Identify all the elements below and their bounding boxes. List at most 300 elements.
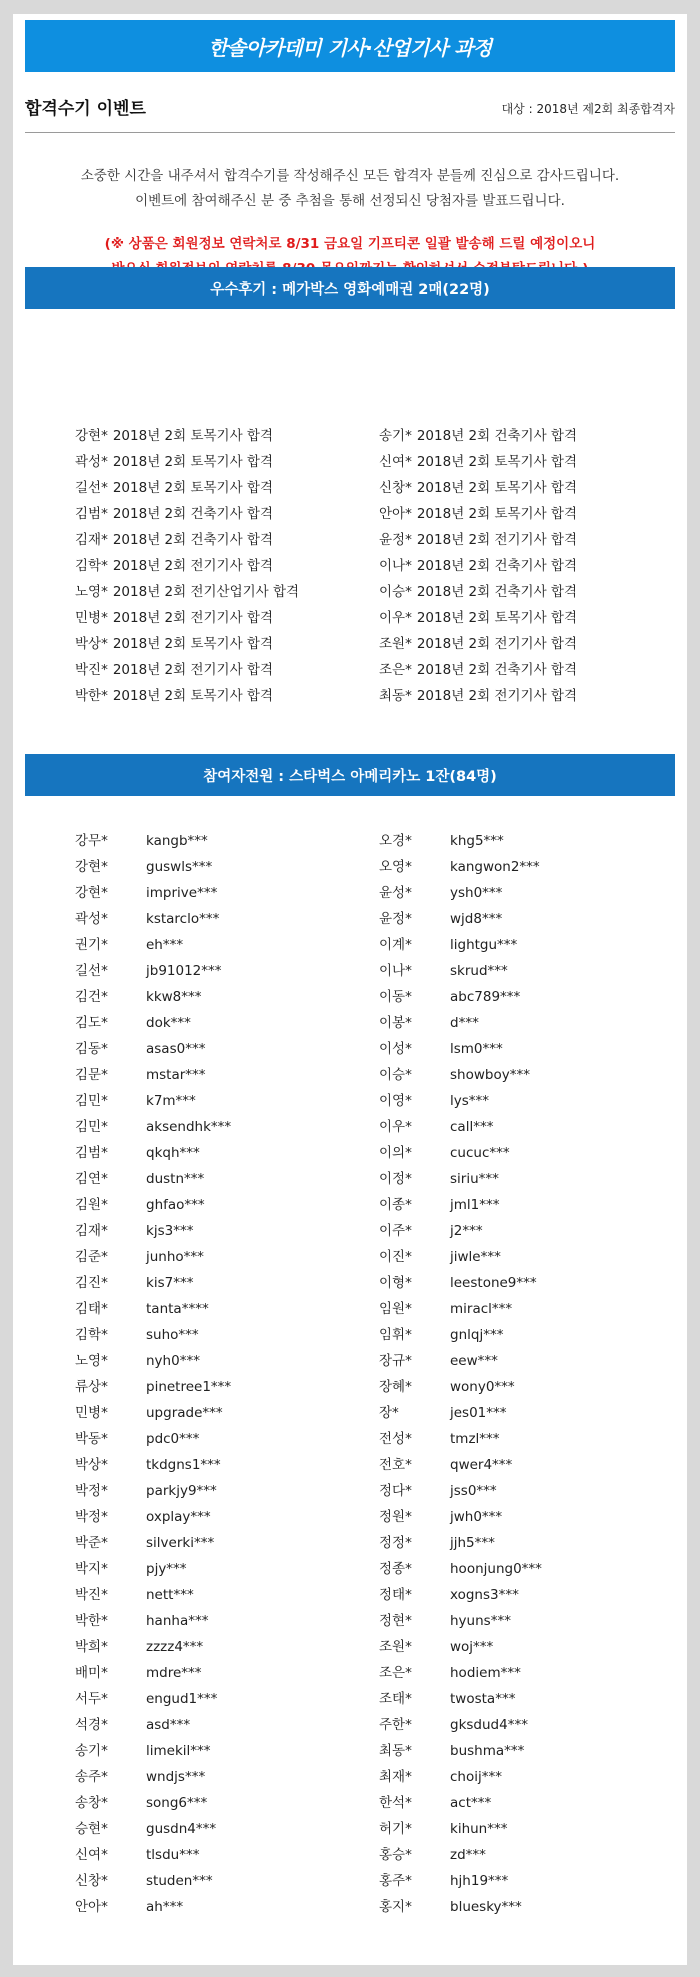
- participant-name: 조원*: [379, 1639, 412, 1655]
- participant-id: upgrade***: [146, 1405, 223, 1421]
- participant-row: [379, 1452, 669, 1478]
- winner-name: 이나*: [379, 558, 412, 574]
- winner-name: 이승*: [379, 584, 412, 600]
- participant-id: kstarclo***: [146, 911, 220, 927]
- participant-id: tkdgns1***: [146, 1457, 221, 1473]
- winner-result: 2018년 2회 건축기사 합격: [112, 532, 273, 548]
- participant-name: 김학*: [75, 1327, 108, 1343]
- participant-name: 주한*: [379, 1717, 412, 1733]
- winner-name: 이우*: [379, 610, 412, 626]
- participant-row: [379, 1322, 669, 1348]
- participant-name: 노영*: [75, 1353, 108, 1369]
- winner-row: [75, 553, 365, 579]
- participant-id: jes01***: [450, 1405, 507, 1421]
- participant-name: 임원*: [379, 1301, 412, 1317]
- participant-name: 박정*: [75, 1483, 108, 1499]
- participant-row: [379, 1218, 669, 1244]
- winner-result: 2018년 2회 토목기사 합격: [416, 610, 577, 626]
- winner-row: [379, 553, 669, 579]
- participant-id: qwer4***: [450, 1457, 513, 1473]
- participant-name: 강현*: [75, 885, 108, 901]
- participant-name: 김문*: [75, 1067, 108, 1083]
- participant-id: ysh0***: [450, 885, 503, 901]
- participant-row: [75, 1842, 365, 1868]
- participant-row: [379, 1192, 669, 1218]
- winner-row: [379, 527, 669, 553]
- participant-row: [379, 1712, 669, 1738]
- winner-row: [75, 657, 365, 683]
- participant-row: [75, 1374, 365, 1400]
- participant-row: [75, 958, 365, 984]
- participants-section-title: 참여자전원 : 스타벅스 아메리카노 1잔(84명): [203, 768, 497, 785]
- course-banner-title: 한솔아카데미 기사·산업기사 과정: [208, 35, 492, 60]
- winners-section-title: 우수후기 : 메가박스 영화예매권 2매(22명): [210, 281, 490, 298]
- participant-id: ah***: [146, 1899, 184, 1915]
- participant-row: [379, 1140, 669, 1166]
- participant-row: [379, 958, 669, 984]
- participant-id: song6***: [146, 1795, 208, 1811]
- participant-row: [75, 1868, 365, 1894]
- winner-row: [379, 631, 669, 657]
- winner-name: 노영*: [75, 584, 108, 600]
- participant-row: [379, 880, 669, 906]
- participant-name: 정현*: [379, 1613, 412, 1629]
- participant-name: 이정*: [379, 1171, 412, 1187]
- participant-name: 홍주*: [379, 1873, 412, 1889]
- participant-id: wony0***: [450, 1379, 515, 1395]
- participant-row: [75, 906, 365, 932]
- winner-name: 김재*: [75, 532, 108, 548]
- participant-row: [75, 854, 365, 880]
- winner-row: [75, 423, 365, 449]
- winners-list-left: [75, 423, 365, 709]
- winner-name: 강현*: [75, 428, 108, 444]
- participant-id: abc789***: [450, 989, 521, 1005]
- participant-row: [379, 828, 669, 854]
- participant-id: tanta****: [146, 1301, 209, 1317]
- participant-name: 오영*: [379, 859, 412, 875]
- participant-name: 강무*: [75, 833, 108, 849]
- participant-row: [379, 1244, 669, 1270]
- participant-id: bluesky***: [450, 1899, 522, 1915]
- participant-row: [75, 1010, 365, 1036]
- participant-name: 길선*: [75, 963, 108, 979]
- winner-result: 2018년 2회 건축기사 합격: [416, 558, 577, 574]
- participant-name: 이봉*: [379, 1015, 412, 1031]
- participant-name: 정다*: [379, 1483, 412, 1499]
- participant-id: jjh5***: [450, 1535, 495, 1551]
- participant-row: [379, 1556, 669, 1582]
- participant-name: 윤성*: [379, 885, 412, 901]
- participant-id: kangb***: [146, 833, 208, 849]
- participant-id: zzzz4***: [146, 1639, 204, 1655]
- participant-row: [75, 880, 365, 906]
- winner-row: [75, 683, 365, 709]
- participant-row: [379, 1868, 669, 1894]
- participant-id: wndjs***: [146, 1769, 206, 1785]
- winner-row: [75, 605, 365, 631]
- participant-row: [75, 1218, 365, 1244]
- winner-name: 민병*: [75, 610, 108, 626]
- notice-line: (※ 상품은 회원정보 연락처로 8/31 금요일 기프티콘 일괄 발송해 드릴 예정이오니: [104, 236, 596, 252]
- participant-name: 안아*: [75, 1899, 108, 1915]
- participant-id: miracl***: [450, 1301, 513, 1317]
- participants-list-right: [379, 828, 669, 1920]
- winner-row: [75, 527, 365, 553]
- participant-id: asas0***: [146, 1041, 206, 1057]
- participant-id: act***: [450, 1795, 492, 1811]
- participant-row: [379, 1114, 669, 1140]
- participant-row: [379, 1270, 669, 1296]
- participant-id: dok***: [146, 1015, 191, 1031]
- participant-row: [75, 1556, 365, 1582]
- participant-row: [75, 1894, 365, 1920]
- participant-name: 이동*: [379, 989, 412, 1005]
- participant-name: 정원*: [379, 1509, 412, 1525]
- participant-id: skrud***: [450, 963, 508, 979]
- participant-name: 박한*: [75, 1613, 108, 1629]
- participant-id: guswls***: [146, 859, 213, 875]
- winner-result: 2018년 2회 전기산업기사 합격: [112, 584, 300, 600]
- participant-name: 김범*: [75, 1145, 108, 1161]
- intro-line: 이벤트에 참여해주신 분 중 추첨을 통해 선정되신 당첨자를 발표드립니다.: [135, 193, 565, 209]
- winner-result: 2018년 2회 토목기사 합격: [112, 454, 273, 470]
- participant-name: 송창*: [75, 1795, 108, 1811]
- winner-name: 최동*: [379, 688, 412, 704]
- participant-id: choij***: [450, 1769, 502, 1785]
- participant-name: 민병*: [75, 1405, 108, 1421]
- participant-name: 박희*: [75, 1639, 108, 1655]
- participant-id: hyuns***: [450, 1613, 511, 1629]
- participant-id: lightgu***: [450, 937, 518, 953]
- participant-id: gnlqj***: [450, 1327, 504, 1343]
- participant-id: oxplay***: [146, 1509, 211, 1525]
- winner-name: 박진*: [75, 662, 108, 678]
- participant-id: k7m***: [146, 1093, 196, 1109]
- participant-name: 박정*: [75, 1509, 108, 1525]
- participant-name: 권기*: [75, 937, 108, 953]
- participant-name: 석경*: [75, 1717, 108, 1733]
- winners-list-right: [379, 423, 669, 709]
- participant-id: silverki***: [146, 1535, 215, 1551]
- participant-id: siriu***: [450, 1171, 499, 1187]
- participant-id: leestone9***: [450, 1275, 537, 1291]
- participant-id: hoonjung0***: [450, 1561, 542, 1577]
- participant-name: 박상*: [75, 1457, 108, 1473]
- winner-result: 2018년 2회 전기기사 합격: [112, 610, 273, 626]
- participant-row: [75, 1426, 365, 1452]
- participant-row: [75, 1582, 365, 1608]
- participant-name: 이성*: [379, 1041, 412, 1057]
- participant-row: [75, 1634, 365, 1660]
- winner-result: 2018년 2회 토목기사 합격: [112, 688, 273, 704]
- winner-row: [379, 501, 669, 527]
- participant-id: lys***: [450, 1093, 490, 1109]
- winner-row: [75, 449, 365, 475]
- participant-name: 김진*: [75, 1275, 108, 1291]
- participant-id: khg5***: [450, 833, 504, 849]
- winner-name: 송기*: [379, 428, 412, 444]
- participant-row: [75, 1244, 365, 1270]
- winner-name: 신창*: [379, 480, 412, 496]
- participant-id: wjd8***: [450, 911, 503, 927]
- participant-id: kangwon2***: [450, 859, 540, 875]
- participant-name: 승현*: [75, 1821, 108, 1837]
- participant-id: jwh0***: [450, 1509, 503, 1525]
- participant-id: tlsdu***: [146, 1847, 200, 1863]
- winner-result: 2018년 2회 토목기사 합격: [416, 480, 577, 496]
- participant-name: 전성*: [379, 1431, 412, 1447]
- participant-name: 김원*: [75, 1197, 108, 1213]
- participant-row: [75, 1270, 365, 1296]
- participant-name: 최동*: [379, 1743, 412, 1759]
- participant-id: asd***: [146, 1717, 191, 1733]
- participant-row: [379, 1062, 669, 1088]
- winner-row: [379, 657, 669, 683]
- intro-line: 소중한 시간을 내주셔서 합격수기를 작성해주신 모든 합격자 분들께 진심으로 감사드립니다.: [80, 168, 620, 184]
- participant-row: [379, 906, 669, 932]
- participant-name: 서두*: [75, 1691, 108, 1707]
- participant-id: showboy***: [450, 1067, 530, 1083]
- participant-id: d***: [450, 1015, 479, 1031]
- participant-name: 이승*: [379, 1067, 412, 1083]
- participant-name: 임휘*: [379, 1327, 412, 1343]
- winner-name: 안아*: [379, 506, 412, 522]
- participant-id: kjs3***: [146, 1223, 194, 1239]
- participant-row: [75, 1816, 365, 1842]
- participant-name: 배미*: [75, 1665, 108, 1681]
- participant-name: 송주*: [75, 1769, 108, 1785]
- winner-name: 길선*: [75, 480, 108, 496]
- participant-id: call***: [450, 1119, 494, 1135]
- participant-row: [75, 1738, 365, 1764]
- participant-row: [379, 1166, 669, 1192]
- participant-row: [75, 984, 365, 1010]
- participant-row: [75, 1166, 365, 1192]
- participant-row: [75, 1790, 365, 1816]
- participant-id: nyh0***: [146, 1353, 200, 1369]
- participant-id: hjh19***: [450, 1873, 509, 1889]
- participant-name: 강현*: [75, 859, 108, 875]
- participant-name: 김건*: [75, 989, 108, 1005]
- participant-name: 류상*: [75, 1379, 108, 1395]
- participant-row: [379, 1686, 669, 1712]
- participant-id: eh***: [146, 937, 184, 953]
- participant-row: [379, 1374, 669, 1400]
- participant-row: [75, 1062, 365, 1088]
- participant-name: 김연*: [75, 1171, 108, 1187]
- participant-name: 박진*: [75, 1587, 108, 1603]
- participant-row: [75, 1712, 365, 1738]
- participant-id: mstar***: [146, 1067, 206, 1083]
- winner-name: 김범*: [75, 506, 108, 522]
- winner-name: 김학*: [75, 558, 108, 574]
- participant-id: junho***: [146, 1249, 204, 1265]
- participant-row: [379, 1088, 669, 1114]
- participant-name: 홍지*: [379, 1899, 412, 1915]
- participant-row: [379, 1660, 669, 1686]
- participant-name: 이영*: [379, 1093, 412, 1109]
- winner-name: 신여*: [379, 454, 412, 470]
- participant-name: 이주*: [379, 1223, 412, 1239]
- participant-name: 이계*: [379, 937, 412, 953]
- winner-result: 2018년 2회 토목기사 합격: [112, 428, 273, 444]
- winner-result: 2018년 2회 토목기사 합격: [416, 506, 577, 522]
- participant-row: [75, 1348, 365, 1374]
- participant-row: [379, 1582, 669, 1608]
- participant-name: 허기*: [379, 1821, 412, 1837]
- participant-name: 장혜*: [379, 1379, 412, 1395]
- participant-id: kihun***: [450, 1821, 508, 1837]
- participant-id: zd***: [450, 1847, 486, 1863]
- participant-name: 박동*: [75, 1431, 108, 1447]
- participant-row: [379, 1426, 669, 1452]
- participant-id: tmzl***: [450, 1431, 500, 1447]
- winner-row: [75, 631, 365, 657]
- participant-name: 오경*: [379, 833, 412, 849]
- participant-name: 이의*: [379, 1145, 412, 1161]
- participant-row: [75, 932, 365, 958]
- winner-result: 2018년 2회 토목기사 합격: [112, 480, 273, 496]
- intro-text: [25, 164, 675, 214]
- participant-row: [75, 1452, 365, 1478]
- participant-row: [75, 1036, 365, 1062]
- participant-row: [379, 1036, 669, 1062]
- participant-id: dustn***: [146, 1171, 205, 1187]
- winner-name: 조은*: [379, 662, 412, 678]
- participant-name: 곽성*: [75, 911, 108, 927]
- participant-name: 윤정*: [379, 911, 412, 927]
- participant-id: woj***: [450, 1639, 494, 1655]
- participant-name: 신여*: [75, 1847, 108, 1863]
- participant-row: [75, 1478, 365, 1504]
- participant-id: limekil***: [146, 1743, 211, 1759]
- event-heading: [25, 88, 675, 133]
- participant-id: nett***: [146, 1587, 194, 1603]
- participant-name: 박준*: [75, 1535, 108, 1551]
- participant-row: [379, 1296, 669, 1322]
- participant-row: [379, 1894, 669, 1920]
- participant-id: pjy***: [146, 1561, 187, 1577]
- participant-name: 이나*: [379, 963, 412, 979]
- participant-id: pinetree1***: [146, 1379, 232, 1395]
- participant-row: [379, 1010, 669, 1036]
- participant-name: 송기*: [75, 1743, 108, 1759]
- participant-row: [379, 1738, 669, 1764]
- winner-result: 2018년 2회 건축기사 합격: [416, 428, 577, 444]
- participant-id: kis7***: [146, 1275, 194, 1291]
- participant-id: lsm0***: [450, 1041, 503, 1057]
- participant-id: mdre***: [146, 1665, 202, 1681]
- event-title: 합격수기 이벤트: [25, 99, 146, 119]
- event-target: 대상 : 2018년 제2회 최종합격자: [501, 102, 675, 116]
- winner-name: 곽성*: [75, 454, 108, 470]
- participant-row: [379, 1348, 669, 1374]
- participant-row: [75, 1140, 365, 1166]
- participant-id: gksdud4***: [450, 1717, 528, 1733]
- participant-row: [75, 1764, 365, 1790]
- winner-row: [379, 605, 669, 631]
- participant-name: 김태*: [75, 1301, 108, 1317]
- participant-id: cucuc***: [450, 1145, 510, 1161]
- participant-id: engud1***: [146, 1691, 218, 1707]
- participant-row: [379, 1530, 669, 1556]
- winner-result: 2018년 2회 토목기사 합격: [416, 454, 577, 470]
- winner-result: 2018년 2회 전기기사 합격: [112, 662, 273, 678]
- winner-name: 박상*: [75, 636, 108, 652]
- winner-row: [75, 579, 365, 605]
- participant-id: eew***: [450, 1353, 498, 1369]
- participant-row: [379, 1790, 669, 1816]
- winners-section-header: [25, 267, 675, 309]
- winner-row: [75, 475, 365, 501]
- participant-row: [379, 1842, 669, 1868]
- participant-row: [75, 1296, 365, 1322]
- participant-name: 홍승*: [379, 1847, 412, 1863]
- winner-result: 2018년 2회 전기기사 합격: [416, 532, 577, 548]
- winner-result: 2018년 2회 토목기사 합격: [112, 636, 273, 652]
- participant-name: 정종*: [379, 1561, 412, 1577]
- winner-result: 2018년 2회 건축기사 합격: [416, 662, 577, 678]
- participant-id: ghfao***: [146, 1197, 205, 1213]
- participant-name: 이종*: [379, 1197, 412, 1213]
- participant-row: [75, 1088, 365, 1114]
- participant-row: [75, 1660, 365, 1686]
- participant-id: hanha***: [146, 1613, 209, 1629]
- participant-id: pdc0***: [146, 1431, 200, 1447]
- participant-id: j2***: [450, 1223, 483, 1239]
- participant-id: xogns3***: [450, 1587, 519, 1603]
- participant-id: qkqh***: [146, 1145, 200, 1161]
- participant-id: jml1***: [450, 1197, 500, 1213]
- winner-name: 윤정*: [379, 532, 412, 548]
- winner-result: 2018년 2회 전기기사 합격: [416, 636, 577, 652]
- participant-name: 장규*: [379, 1353, 412, 1369]
- participant-id: jiwle***: [450, 1249, 501, 1265]
- participant-name: 김민*: [75, 1093, 108, 1109]
- participant-row: [75, 828, 365, 854]
- participant-row: [75, 1192, 365, 1218]
- winner-row: [379, 683, 669, 709]
- participant-row: [379, 1400, 669, 1426]
- winner-result: 2018년 2회 전기기사 합격: [112, 558, 273, 574]
- participant-id: gusdn4***: [146, 1821, 217, 1837]
- participant-row: [379, 1478, 669, 1504]
- participant-row: [379, 1504, 669, 1530]
- winner-row: [379, 475, 669, 501]
- participant-name: 김재*: [75, 1223, 108, 1239]
- participant-name: 이진*: [379, 1249, 412, 1265]
- participant-name: 정태*: [379, 1587, 412, 1603]
- participant-row: [75, 1530, 365, 1556]
- winner-row: [75, 501, 365, 527]
- participant-name: 이우*: [379, 1119, 412, 1135]
- participant-id: kkw8***: [146, 989, 202, 1005]
- participant-row: [75, 1504, 365, 1530]
- participant-row: [379, 932, 669, 958]
- participant-row: [75, 1322, 365, 1348]
- winner-row: [379, 449, 669, 475]
- participant-row: [379, 1634, 669, 1660]
- participant-name: 이형*: [379, 1275, 412, 1291]
- participant-name: 김준*: [75, 1249, 108, 1265]
- participant-id: twosta***: [450, 1691, 516, 1707]
- winner-row: [379, 423, 669, 449]
- participant-row: [379, 1816, 669, 1842]
- participants-section-header: [25, 754, 675, 796]
- participant-name: 신창*: [75, 1873, 108, 1889]
- participant-row: [379, 1764, 669, 1790]
